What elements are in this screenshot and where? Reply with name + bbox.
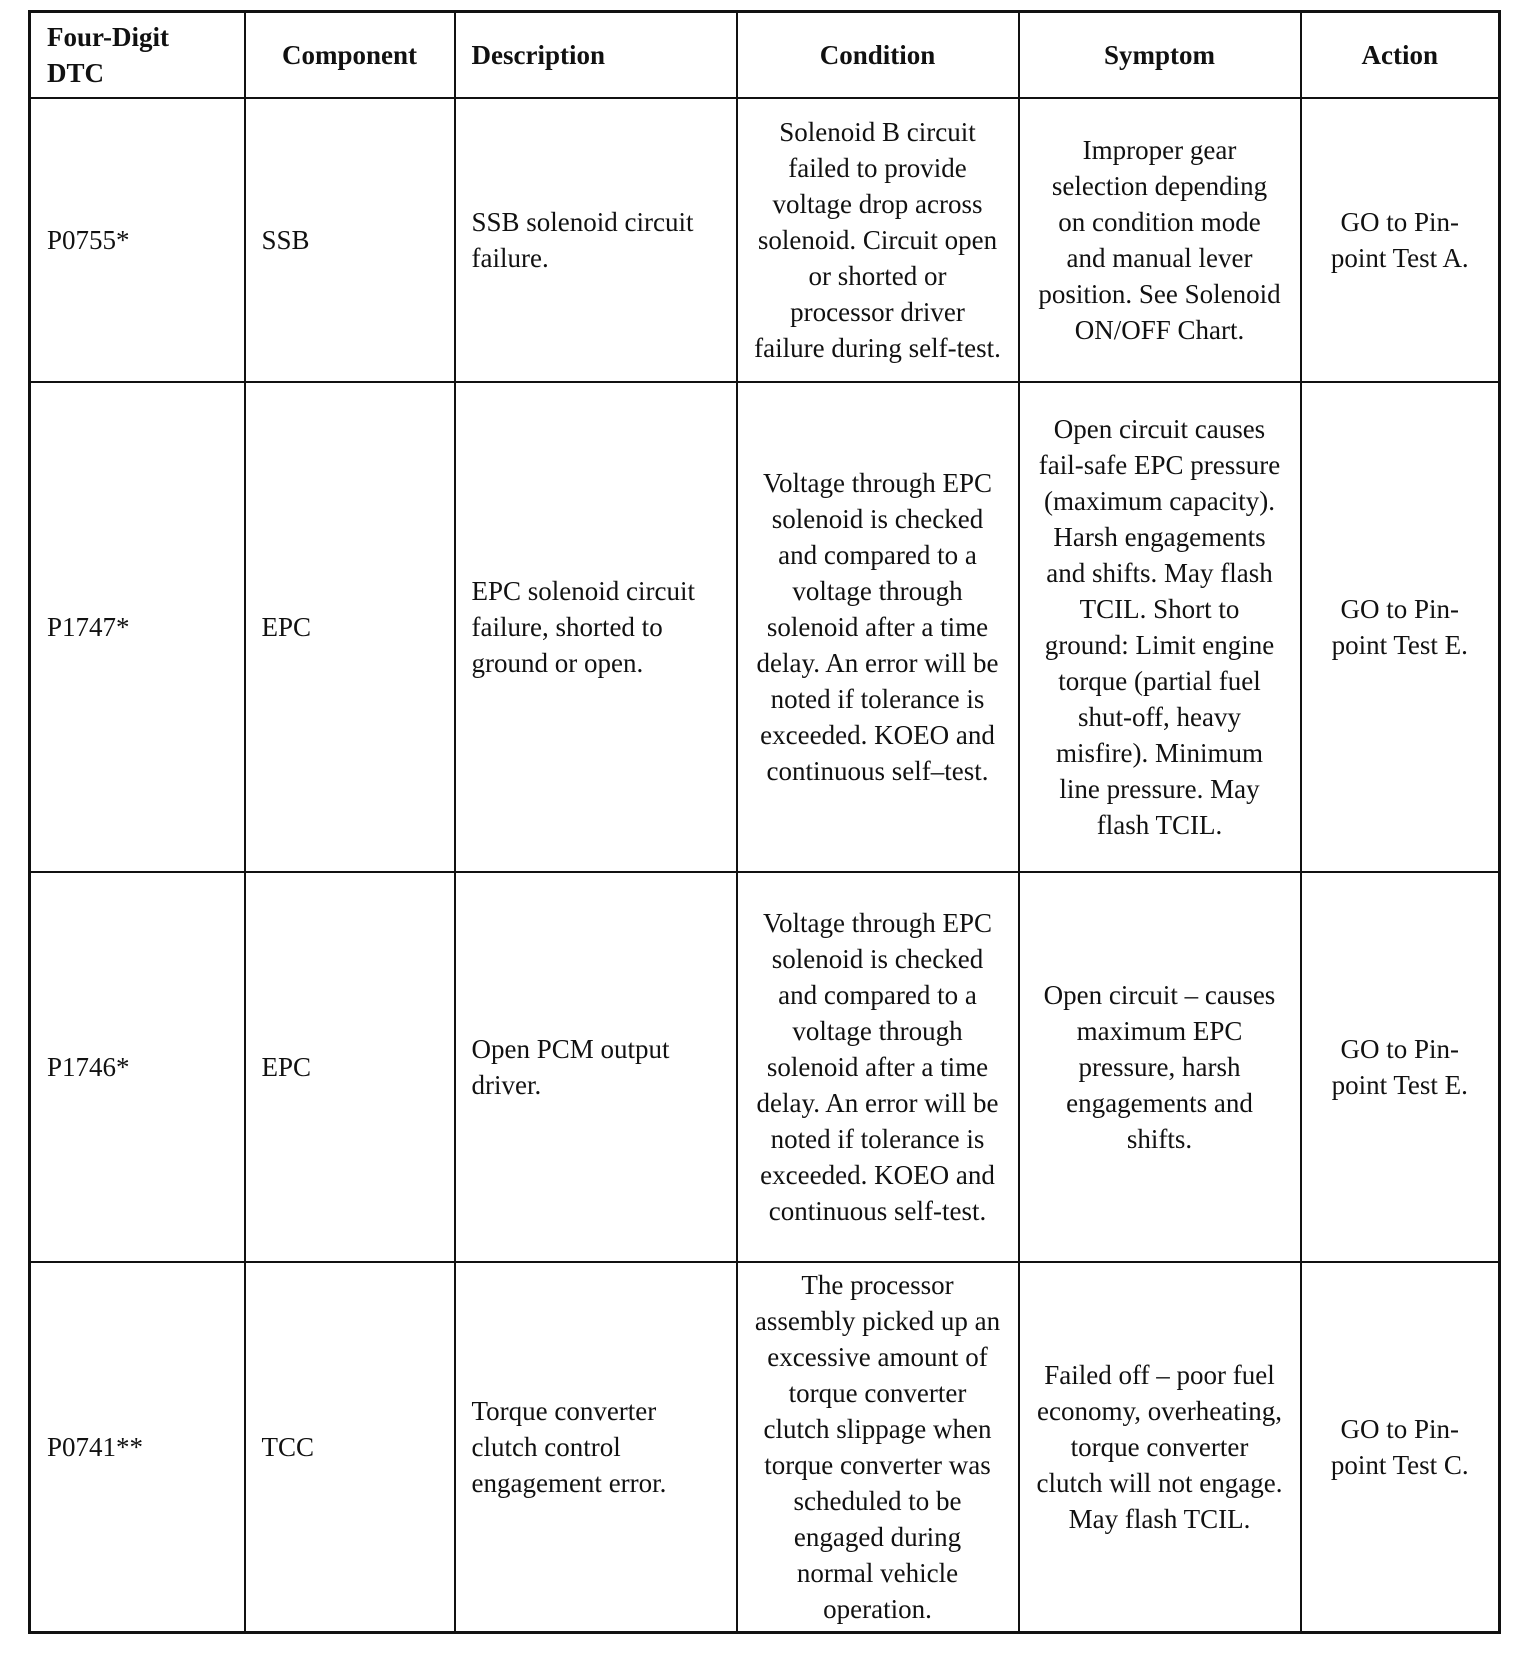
cell-component: TCC [245, 1262, 455, 1633]
cell-condition: The processor assembly picked up an excessive amount of torque converter clutch slippage when torque converter was scheduled to be engaged during normal vehicle operation. [737, 1262, 1019, 1633]
dtc-document [28, 10, 1498, 1634]
table-row [30, 872, 1500, 1262]
header-component: Component [245, 12, 455, 99]
cell-action: GO to Pin-point Test E. [1301, 872, 1500, 1262]
dtc-table [28, 10, 1501, 1634]
cell-dtc: P1746* [30, 872, 245, 1262]
header-condition: Condition [737, 12, 1019, 99]
cell-action: GO to Pin-point Test E. [1301, 382, 1500, 872]
cell-condition: Voltage through EPC solenoid is checked and compared to a voltage through solenoid after a time delay. An error will be noted if tolerance is exceeded. KOEO and continuous self–test. [737, 382, 1019, 872]
header-action: Action [1301, 12, 1500, 99]
cell-dtc: P0741** [30, 1262, 245, 1633]
header-dtc: Four-Digit DTC [30, 12, 245, 99]
header-symptom: Symptom [1019, 12, 1301, 99]
cell-description: Open PCM output driver. [455, 872, 737, 1262]
table-row [30, 382, 1500, 872]
cell-description: SSB solenoid circuit failure. [455, 98, 737, 382]
cell-component: SSB [245, 98, 455, 382]
table-row [30, 98, 1500, 382]
cell-condition: Voltage through EPC solenoid is checked and compared to a voltage through solenoid after a time delay. An error will be noted if tolerance is exceeded. KOEO and continuous self-test. [737, 872, 1019, 1262]
cell-action: GO to Pin-point Test C. [1301, 1262, 1500, 1633]
cell-dtc: P1747* [30, 382, 245, 872]
cell-symptom: Open circuit – causes maximum EPC pressure, harsh engagements and shifts. [1019, 872, 1301, 1262]
cell-symptom: Failed off – poor fuel economy, overheating, torque converter clutch will not engage. May flash TCIL. [1019, 1262, 1301, 1633]
cell-symptom: Open circuit causes fail-safe EPC pressure (maximum capacity). Harsh engagements and shifts. May flash TCIL. Short to ground: Limit engine torque (partial fuel shut-off, heavy misfire). Minimum line pressure. May flash TCIL. [1019, 382, 1301, 872]
cell-description: EPC solenoid circuit failure, shorted to ground or open. [455, 382, 737, 872]
cell-dtc: P0755* [30, 98, 245, 382]
table-row [30, 1262, 1500, 1633]
cell-symptom: Improper gear selection depending on condition mode and manual lever position. See Solenoid ON/OFF Chart. [1019, 98, 1301, 382]
cell-action: GO to Pin-point Test A. [1301, 98, 1500, 382]
table-header-row [30, 12, 1500, 99]
header-description: Description [455, 12, 737, 99]
cell-condition: Solenoid B circuit failed to provide voltage drop across solenoid. Circuit open or shorted or processor driver failure during self-test. [737, 98, 1019, 382]
cell-component: EPC [245, 872, 455, 1262]
cell-description: Torque converter clutch control engagement error. [455, 1262, 737, 1633]
cell-component: EPC [245, 382, 455, 872]
